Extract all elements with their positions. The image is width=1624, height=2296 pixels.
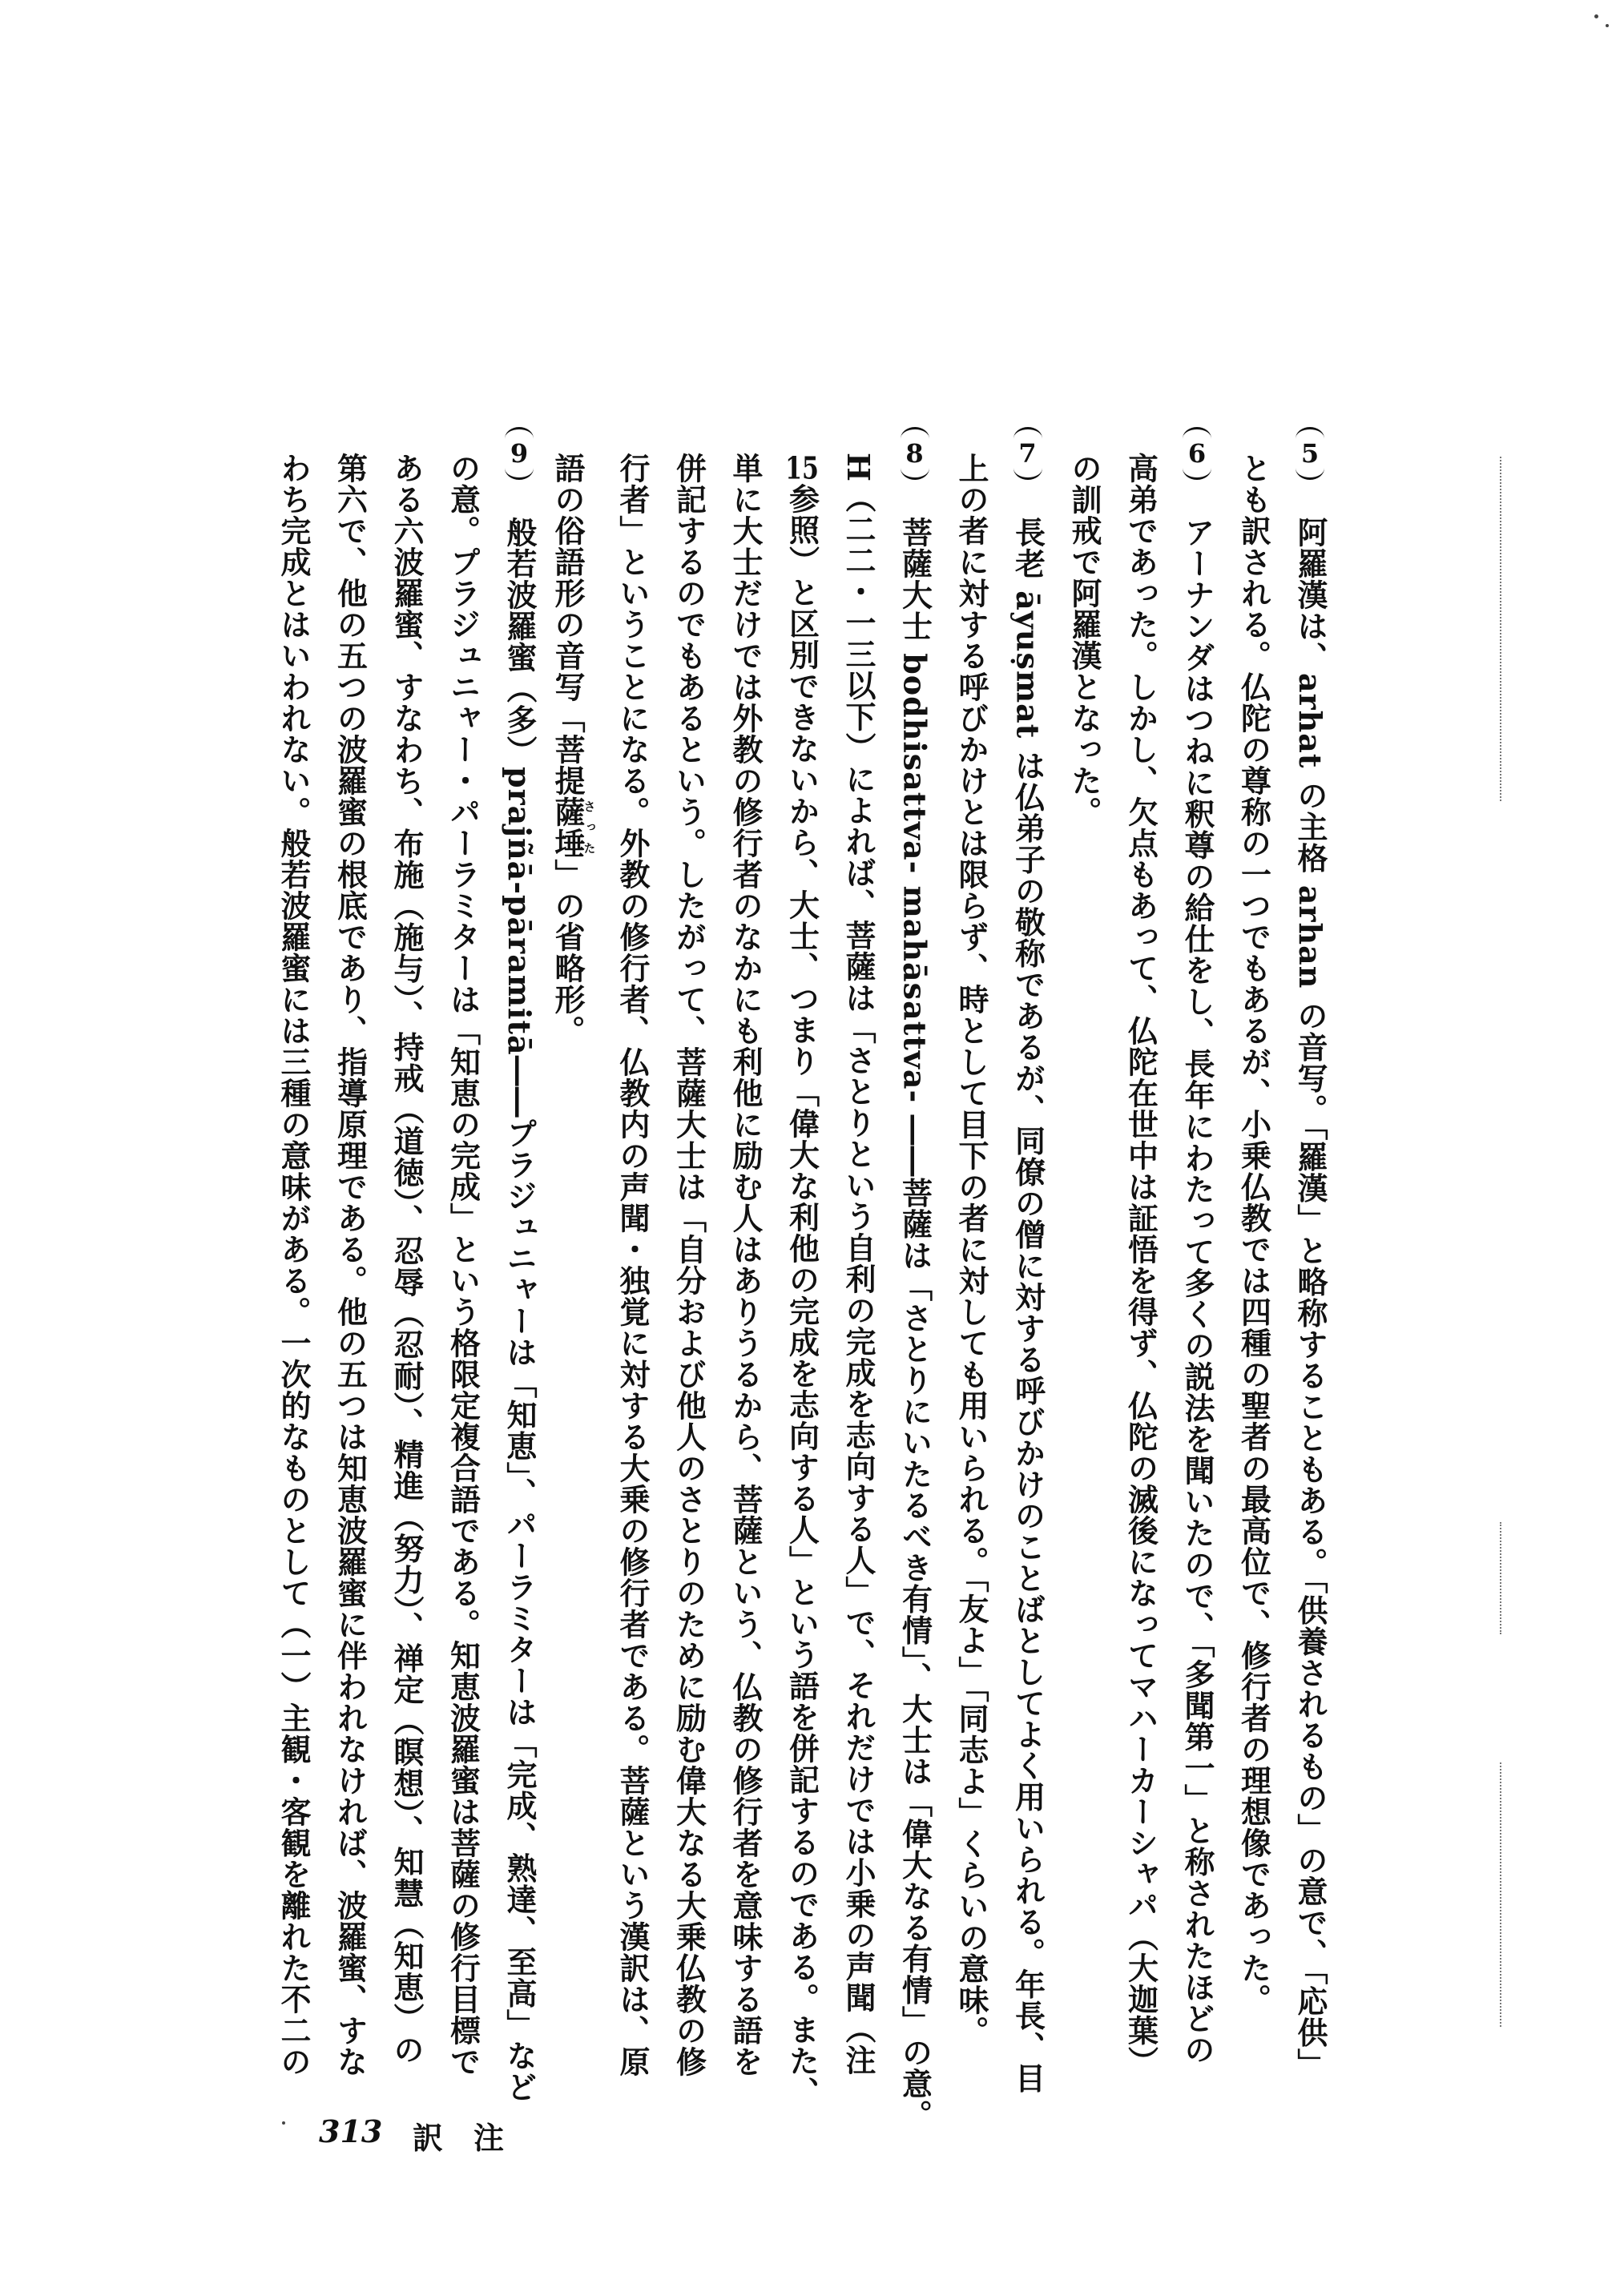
text-run: 行者」ということになる。外教の修行者、仏教内の声聞・独覚に対する大乗の修行者である。菩薩という漢訳は、原 <box>615 453 651 2077</box>
text-run: アーナンダはつねに釈尊の給仕をし、長年にわたって多くの説法を聞いたので、「多聞第一」と称されたほどの <box>1179 517 1215 2065</box>
running-head: 訳注 <box>413 2120 535 2156</box>
text-run: とも訳される。仏陀の尊称の一つでもあるが、小乗仏教では四種の聖者の最高位で、修行者の理想像であった。 <box>1235 453 1272 2015</box>
text-run: 第六で、他の五つの波羅蜜の根底であり、指導原理である。他の五つは知恵波羅蜜に伴われなければ、波羅蜜、すな <box>332 453 369 2077</box>
scan-dotted-line <box>1500 1522 1501 1634</box>
text-run: 参照）と区別できないから、大士、つまり「偉大な利他の完成を志向する人」という語を併記するのである。また、 <box>784 483 820 2108</box>
text-column <box>669 453 709 2077</box>
note-number-marker: 5 <box>1296 427 1324 480</box>
page-number: 313 <box>319 2113 383 2149</box>
scan-dotted-line <box>1500 457 1501 801</box>
text-column <box>1234 453 1274 2065</box>
scan-speck <box>282 2121 285 2125</box>
text-run: の意。プラジュニャー・パーラミターは「知恵の完成」という格限定複合語である。知恵波羅蜜は菩薩の修行目標で <box>445 453 482 2077</box>
text-run: の訓戒で阿羅漢となった。 <box>1066 453 1102 828</box>
text-run: ある六波羅蜜、すなわち、布施（施与）、持戒（道徳）、忍辱（忍耐）、精進（努力）、禅定（瞑想）、知慧（知恵）の <box>389 453 425 2065</box>
upright-number: 15 <box>785 453 819 483</box>
text-column <box>443 453 483 2077</box>
ruby-reading: さった <box>582 796 597 859</box>
text-column <box>838 453 878 2076</box>
scan-speck <box>1606 24 1609 27</box>
text-column <box>499 517 539 2103</box>
text-run: 阿羅漢は、arhat の主格 arhan の音写。「羅漢」と略称することもある。「供養されるもの」の意で、「応供」 <box>1292 517 1328 2080</box>
text-column <box>273 453 313 2077</box>
text-run: 上の者に対する呼びかけとは限らず、時として目下の者に対しても用いられる。「友よ」「同志よ」くらいの意味。 <box>953 453 989 2047</box>
text-column <box>1121 453 1161 2077</box>
text-run: わち完成とはいわれない。般若波羅蜜には三種の意味がある。一次的なものとして（一）主観・客観を離れた不二の <box>276 453 312 2077</box>
ruby-base: 薩埵 <box>550 796 586 859</box>
note-number-marker: 8 <box>901 427 929 480</box>
note-number-marker: 7 <box>1013 427 1042 480</box>
note-number-marker: 9 <box>505 427 534 480</box>
ruby-annotation <box>550 796 597 859</box>
text-column <box>550 453 597 2065</box>
text-column <box>725 453 765 2077</box>
note-number-marker: 6 <box>1183 427 1211 480</box>
text-run: 」の省略形。 <box>550 859 586 1046</box>
text-column <box>951 453 991 2065</box>
text-run: 単に大士だけでは外教の修行者のなかにも利他に励む人はありうるから、菩薩という、仏教の修行者を意味する語を <box>727 453 764 2077</box>
text-column <box>1064 453 1104 2065</box>
text-column <box>782 453 822 2108</box>
text-column <box>895 517 935 2131</box>
text-run: 菩薩大士 bodhisattva- mahāsattva- ――菩薩は「さとりにいたるべき有情」、大士は「偉大なる有情」の意。 <box>897 517 933 2131</box>
text-column <box>1177 517 1217 2065</box>
text-run: 般若波羅蜜（多）prajñā-pāramitā――プラジュニャーは「知恵」、パーラミターは「完成、熟達、至高」など <box>502 517 538 2103</box>
text-column <box>1290 517 1330 2080</box>
text-run: 併記するのでもあるという。したがって、菩薩大士は「自分および他人のさとりのために励む偉大なる大乗仏教の修 <box>671 453 707 2077</box>
text-run: H（二二・一三以下）によれば、菩薩は「さとりという自利の完成を志向する人」で、それだけでは小乗の声聞（注 <box>840 453 876 2076</box>
scan-speck <box>1594 14 1598 18</box>
text-column <box>330 453 370 2077</box>
text-run: 長老 āyuṣmat は仏弟子の敬称であるが、同僚の僧に対する呼びかけのことばとしてよく用いられる。年長、目 <box>1009 517 1046 2094</box>
text-column <box>612 453 652 2077</box>
text-column <box>386 453 426 2065</box>
scan-dotted-line <box>1500 1762 1501 2027</box>
text-column <box>1008 517 1048 2094</box>
text-run: 高弟であった。しかし、欠点もあって、仏陀在世中は証悟を得ず、仏陀の滅後になってマハーカーシャパ（大迦葉） <box>1122 453 1159 2077</box>
text-run: 語の俗語形の音写「菩提 <box>550 453 586 796</box>
